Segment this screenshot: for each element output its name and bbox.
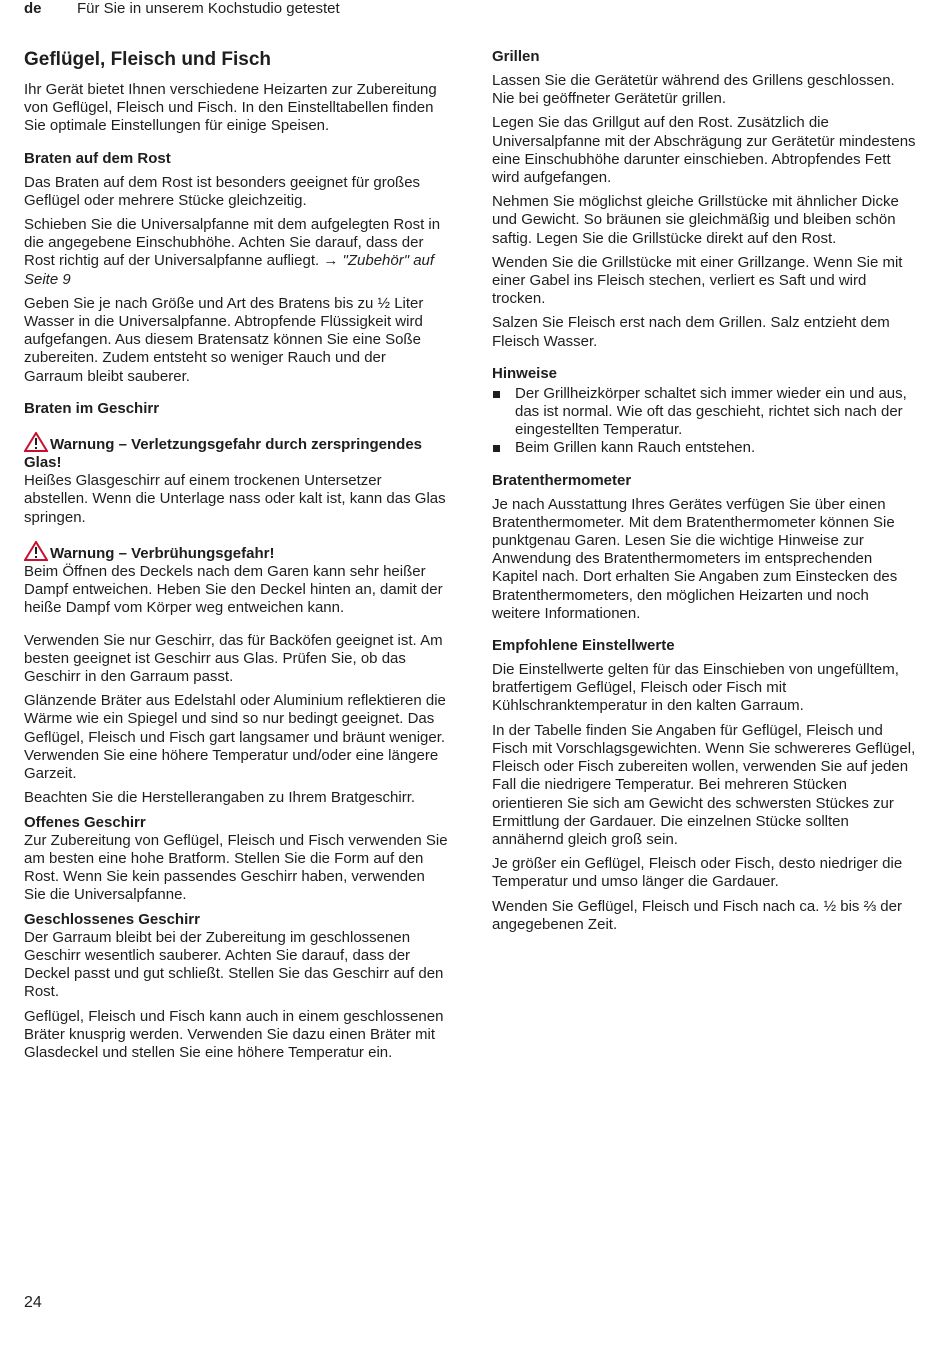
warning-block-scald <box>24 541 449 618</box>
section-bratenthermometer <box>492 472 917 623</box>
warning-title-text: Warnung – Verbrühungsgefahr! <box>50 544 275 562</box>
warning-title-text: Warnung – Verletzungsgefahr durch zerspringendes Glas! <box>24 435 423 472</box>
section-empfohlene-einstellwerte <box>492 637 917 934</box>
paragraph: Je größer ein Geflügel, Fleisch oder Fisch, desto niedriger die Temperatur und umso länger die Gardauer. <box>492 855 903 891</box>
subheading-geschlossenes-geschirr: Geschlossenes Geschirr <box>24 910 200 928</box>
paragraph: Das Braten auf dem Rost ist besonders geeignet für großes Geflügel oder mehrere Stücke gleichzeitig. <box>24 173 421 209</box>
section-hinweise <box>492 365 917 458</box>
list-item-text: Beim Grillen kann Rauch entstehen. <box>515 439 756 457</box>
warning-text: Beim Öffnen des Deckels nach dem Garen kann sehr heißer Dampf entweichen. Heben Sie den Deckel hinten an, damit der heiße Dampf vom Körper weg entweichen kann. <box>24 563 443 617</box>
warning-title <box>24 432 449 472</box>
paragraph: Geben Sie je nach Größe und Art des Bratens bis zu ½ Liter Wasser in die Universalpfanne. Abtropfende Flüssigkeit wird aufgefangen. Aus diesem Bratensatz können Sie eine Soße zubereiten. Zudem entsteht so weniger Rauch und der Garraum bleibt sauberer. <box>24 294 424 385</box>
list-item <box>492 439 917 457</box>
paragraph: Wenden Sie die Grillstücke mit einer Grillzange. Wenn Sie mit einer Gabel ins Fleisch stechen, verliert es Saft und wird trocken. <box>492 253 903 308</box>
warning-triangle-icon <box>24 432 48 452</box>
list-item <box>492 385 917 440</box>
heading-braten-rost: Braten auf dem Rost <box>24 149 171 167</box>
list-item-text: Der Grillheizkörper schaltet sich immer wieder ein und aus, das ist normal. Wie oft das geschieht, richtet sich nach der eingestellten Temperatur. <box>515 384 907 439</box>
warning-triangle-icon <box>24 541 48 561</box>
subheading-offenes-geschirr: Offenes Geschirr <box>24 813 146 831</box>
arrow-right-icon: → <box>323 252 339 270</box>
hinweise-list <box>492 385 917 458</box>
warning-title <box>24 541 449 563</box>
square-bullet-icon <box>493 391 500 398</box>
paragraph: In der Tabelle finden Sie Angaben für Geflügel, Fleisch und Fisch mit Vorschlagsgewichten. Wenn Sie schwereres Geflügel, Fleisch oder Fisch zubereiten wollen, verwenden Sie auf jeden Fall die niedrigere Temperatur. Bei mehreren Stücken orientieren Sie sich am Gewicht des schwersten Stückes zur Ermittlung der Gardauer. Die einzelnen Stücke sollten annähernd gleich groß sein. <box>492 721 916 848</box>
paragraph: Lassen Sie die Gerätetür während des Grillens geschlossen. Nie bei geöffneter Gerätetür grillen. <box>492 72 895 108</box>
chapter-title: Für Sie in unserem Kochstudio getestet <box>77 0 340 17</box>
paragraph: Glänzende Bräter aus Edelstahl oder Aluminium reflektieren die Wärme wie ein Spiegel und sind so nur bedingt geeignet. Das Geflügel, Fleisch und Fisch gart langsamer und bräunt weniger. Verwenden Sie eine höhere Temperatur und/oder eine längere Garzeit. <box>24 692 446 783</box>
paragraph: Zur Zubereitung von Geflügel, Fleisch und Fisch verwenden Sie am besten eine hohe Bratform. Stellen Sie die Form auf den Rost. Wenn Sie kein passendes Geschirr haben, verwenden Sie die Universalpfanne. <box>24 831 448 904</box>
left-column <box>24 48 449 1068</box>
page-number: 24 <box>24 1294 42 1311</box>
right-column <box>492 48 917 940</box>
square-bullet-icon <box>493 445 500 452</box>
page-header <box>0 0 950 26</box>
heading-bratenthermometer: Bratenthermometer <box>492 471 632 489</box>
section-braten-geschirr <box>24 400 449 1062</box>
paragraph: Je nach Ausstattung Ihres Gerätes verfügen Sie über einen Bratenthermometer. Mit dem Bratenthermometer können Sie punktgenau Garen. Lesen Sie die wichtige Hinweise zur Anwendung des Bratenthermometers im entsprechenden Kapitel nach. Dort erhalten Sie Angaben zum Einstecken des Bratenthermometers, den möglichen Heizarten und noch weitere Informationen. <box>492 495 898 622</box>
heading-hinweise: Hinweise <box>492 364 558 382</box>
warning-text: Heißes Glasgeschirr auf einem trockenen Untersetzer abstellen. Wenn die Unterlage nass oder kalt ist, kann das Glas springen. <box>24 472 446 526</box>
heading-braten-geschirr: Braten im Geschirr <box>24 399 160 417</box>
heading-grillen: Grillen <box>492 48 540 65</box>
intro-paragraph: Ihr Gerät bietet Ihnen verschiedene Heizarten zur Zubereitung von Geflügel, Fleisch und Fisch. In den Einstelltabellen finden Sie optimale Einstellungen für einige Speisen. <box>24 81 437 135</box>
page-reference-link[interactable]: "Zubehör" auf Seite 9 <box>24 252 435 288</box>
section-title: Geflügel, Fleisch und Fisch <box>24 49 272 70</box>
paragraph: Der Garraum bleibt bei der Zubereitung im geschlossenen Geschirr wesentlich sauberer. Achten Sie darauf, dass der Deckel passt und gut schließt. Stellen Sie das Geschirr auf den Rost. <box>24 928 444 1001</box>
paragraph: Salzen Sie Fleisch erst nach dem Grillen. Salz entzieht dem Fleisch Wasser. <box>492 314 890 350</box>
paragraph: Geflügel, Fleisch und Fisch kann auch in einem geschlossenen Bräter knusprig werden. Verwenden Sie dazu einen Bräter mit Glasdeckel und stellen Sie eine höhere Temperatur ein. <box>24 1007 444 1061</box>
paragraph: Die Einstellwerte gelten für das Einschieben von ungefülltem, bratfertigem Geflügel, Fleisch oder Fisch mit Kühlschranktemperatur in den kalten Garraum. <box>492 661 899 715</box>
warning-block-glass <box>24 432 449 527</box>
paragraph: Wenden Sie Geflügel, Fleisch und Fisch nach ca. ½ bis ⅔ der angegebenen Zeit. <box>492 897 902 933</box>
paragraph: Beachten Sie die Herstellerangaben zu Ihrem Bratgeschirr. <box>24 789 416 807</box>
paragraph-with-reference <box>24 216 449 289</box>
paragraph: Legen Sie das Grillgut auf den Rost. Zusätzlich die Universalpfanne mit der Abschrägung zur Gerätetür mindestens eine Einschubhöhe darunter einschieben. Abtropfendes Fett wird aufgefangen. <box>492 114 916 187</box>
heading-empfohlene-einstellwerte: Empfohlene Einstellwerte <box>492 637 675 655</box>
section-braten-rost <box>24 150 449 386</box>
paragraph: Nehmen Sie möglichst gleiche Grillstücke mit ähnlicher Dicke und Gewicht. So bräunen sie gleichmäßig und bleiben schön saftig. Legen Sie die Grillstücke direkt auf den Rost. <box>492 193 899 247</box>
paragraph: Verwenden Sie nur Geschirr, das für Backöfen geeignet ist. Am besten geeignet ist Geschirr aus Glas. Prüfen Sie, ob das Geschirr in den Garraum passt. <box>24 631 443 686</box>
language-code: de <box>24 0 42 17</box>
section-grillen <box>492 48 917 351</box>
paragraph-text: Schieben Sie die Universalpfanne mit dem aufgelegten Rost in die angegebene Einschubhöhe. Achten Sie darauf, dass der Rost richtig auf der Universalpfanne aufliegt. <box>24 216 441 270</box>
